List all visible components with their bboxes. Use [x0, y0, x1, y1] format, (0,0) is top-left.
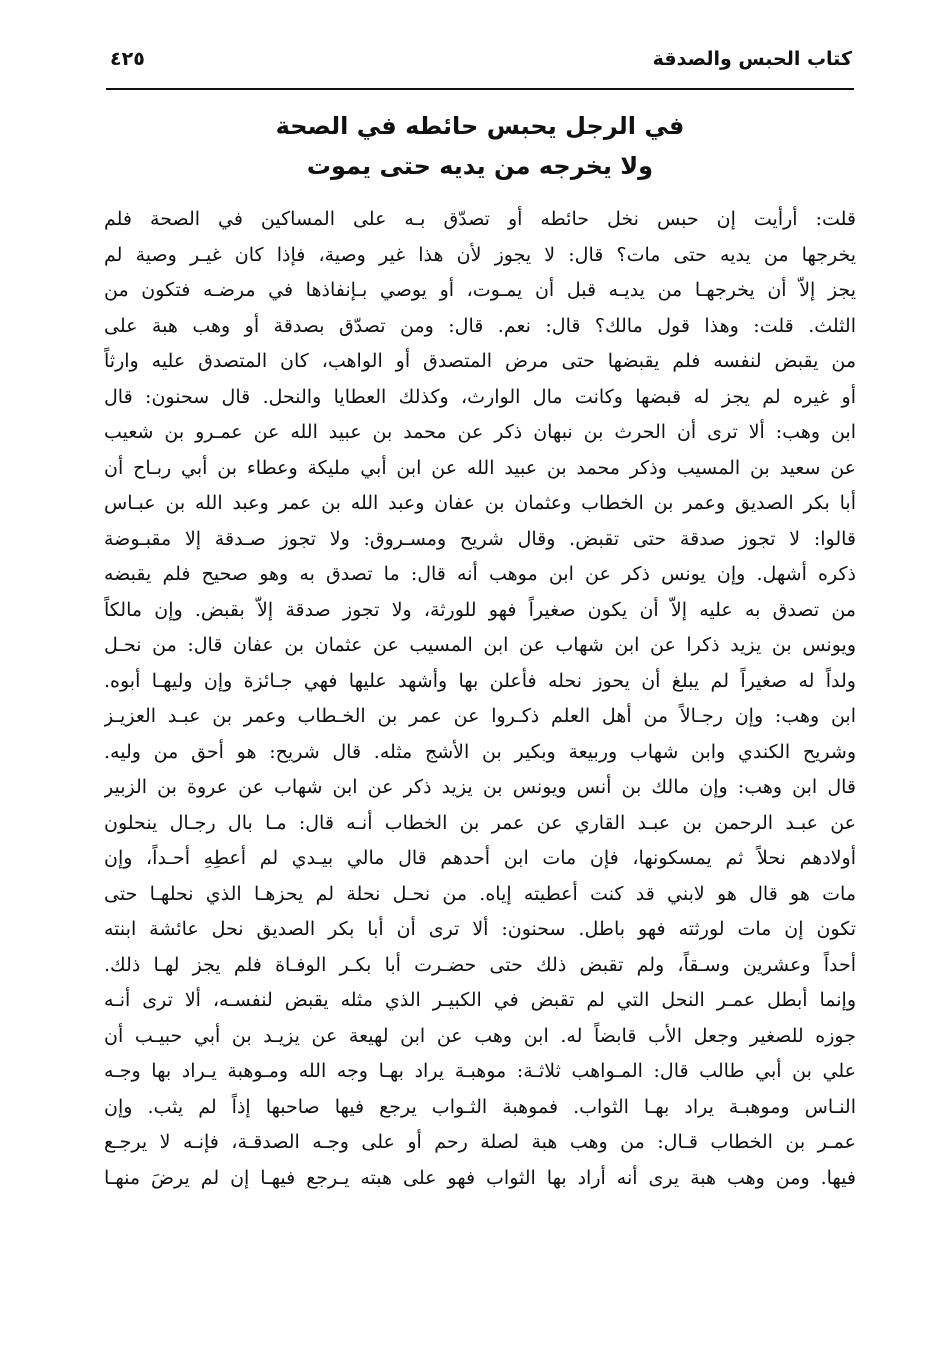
text-line: عن سعيد بن المسيب وذكر محمد بن عبيد الله عن ابن أبي مليكة وعطاء بن أبي ربـاح أن	[104, 456, 856, 479]
text-line: ويونس بن يزيد ذكرا عن ابن شهاب عن ابن المسيب عن عثمان بن عفان قال: من نحـل	[104, 634, 856, 656]
text-line: يخرجها من يديه حتى مات؟ قال: لا يجوز لأن هذا غير وصية، فإذا كان غيـر وصية لم	[104, 243, 856, 266]
text-line: ابن وهب: وإن رجـالاً من أهل العلم ذكـروا عن عمر بن الخـطاب وعمر بن عبـد العزيـز	[104, 705, 856, 727]
text-line: مات هو قال هو لابني قد كنت أعطيته إياه. من نحـل نحلة لم يحزهـا الذي نحلهـا حتى	[104, 882, 856, 905]
text-line: أبا بكر الصديق وعمر بن الخطاب وعثمان بن عفان وعبد الله بن عمر وعبد الله بن عبـاس	[104, 492, 856, 514]
text-line: قلت: أرأيت إن حبس نخل حائطه أو تصدّق بـه على المساكين في الصحة فلم	[104, 208, 856, 230]
text-line: جوزه للصغير وجعل الأب قابضاً له. ابن وهب عن ابن لهيعة عن يزيـد بن أبي حبيـب أن	[104, 1024, 856, 1047]
text-line: قال ابن وهب: وإن مالك بن أنس ويونس بن يزيد ذكر عن ابن شهاب عن عروة بن الزبير	[104, 776, 856, 798]
text-line: فيها. ومن وهب هبة يرى أنه أراد بها الثواب فهو على هبته يـرجع فيهـا إن لم يرضَ منهـا	[104, 1166, 856, 1189]
chapter-title-line-2: ولا يخرجه من يديه حتى يموت	[306, 152, 654, 180]
page-number: ٤٢٥	[110, 48, 145, 70]
text-line: تكون إن مات لورثته فهو باطل. سحنون: ألا ترى أن أبا بكر الصديق نحل عائشة ابنته	[104, 918, 856, 940]
text-line: علي بن أبي طالب قال: المـواهب ثلاثـة: موهبـة يراد بهـا وجه الله ومـوهبة يـراد بها وجـه	[104, 1060, 856, 1082]
text-line: قالوا: لا تجوز صدقة حتى تقبض. وقال شريح ومسـروق: ولا تجوز صـدقة إلا مقبـوضة	[104, 527, 856, 550]
text-line: أولادهم نحلاً ثم يمسكونها، فإن مات ابن أحدهم قال مالي بيـدي لم أعطِهِ أحـداً، وإن	[104, 847, 856, 869]
text-line: ذكره أشهل. وإن يونس ذكر عن ابن موهب أنه قال: ما تصدق به وهو صحيح فلم يقبضه	[104, 563, 856, 585]
header-rule	[106, 88, 854, 90]
chapter-heading	[106, 106, 854, 186]
running-header	[106, 44, 852, 84]
chapter-title-line-1: في الرجل يحبس حائطه في الصحة	[275, 112, 685, 140]
text-line: عن عبـد الرحمن بن عبـد القاري عن عمر بن الخطاب أنـه قال: مـا بال رجـال ينحلون	[104, 811, 856, 834]
text-line: من يقبض لنفسه فلم يقبضها حتى مرض المتصدق أو الواهب، كان المتصدق عليه وارثاً	[104, 350, 856, 372]
text-line: وإنما أبطل عمـر النحل التي لم تقبض في الكبيـر الذي مثله يقبض لنفسـه، ألا ترى أنـه	[104, 989, 856, 1011]
text-line: النـاس وموهبـة يراد بهـا الثواب. فموهبة الثـواب يرجع فيها صاحبها إذاً لم يثب. وإن	[104, 1095, 856, 1118]
book-title: كتاب الحبس والصدقة	[652, 48, 852, 70]
text-line: ابن وهب: ألا ترى أن الحرث بن نبهان ذكر عن محمد بن عبيد الله عن عمـرو بن شعيب	[104, 421, 856, 443]
text-line: ولداً له صغيراً لم يبلغ أن يحوز نحله فأعلن بها وأشهد عليها فهي جـائزة وإن وليهـا أبوه.	[104, 669, 856, 692]
text-line: أحداً وعشرين وسـقاً، ولم تقبض ذلك حتى حضـرت أبا بكـر الوفـاة فلم يجز لهـا ذلك.	[104, 953, 856, 976]
text-line: أو غيره لم يجز له قبضها وكانت مال الوارث، وكذلك العطايا والنحل. قال سحنون: قال	[104, 385, 856, 408]
text-line: يجز إلاّ أن يخرجهـا من يديـه قبل أن يمـوت، أو يوصي بـإنفاذها في مرضـه فتكون من	[104, 279, 856, 301]
text-line: عمـر بن الخطاب قـال: من وهب هبة لصلة رحم أو على وجـه الصدقـة، فإنـه لا يرجـع	[104, 1131, 856, 1153]
text-line: من تصدق به عليه إلاّ أن يكون صغيراً فهو للورثة، ولا تجوز صدقة إلاّ بقبض. وإن مالكاً	[104, 598, 856, 621]
text-line: الثلث. قلت: وهذا قول مالك؟ قال: نعم. قال: ومن تصدّق بصدقة أو وهب هبة على	[104, 314, 856, 337]
body-text	[104, 202, 856, 1196]
text-line: وشريح الكندي وابن شهاب وربيعة وبكير بن الأشج مثله. قال شريح: هو أحق من وليه.	[104, 740, 856, 763]
